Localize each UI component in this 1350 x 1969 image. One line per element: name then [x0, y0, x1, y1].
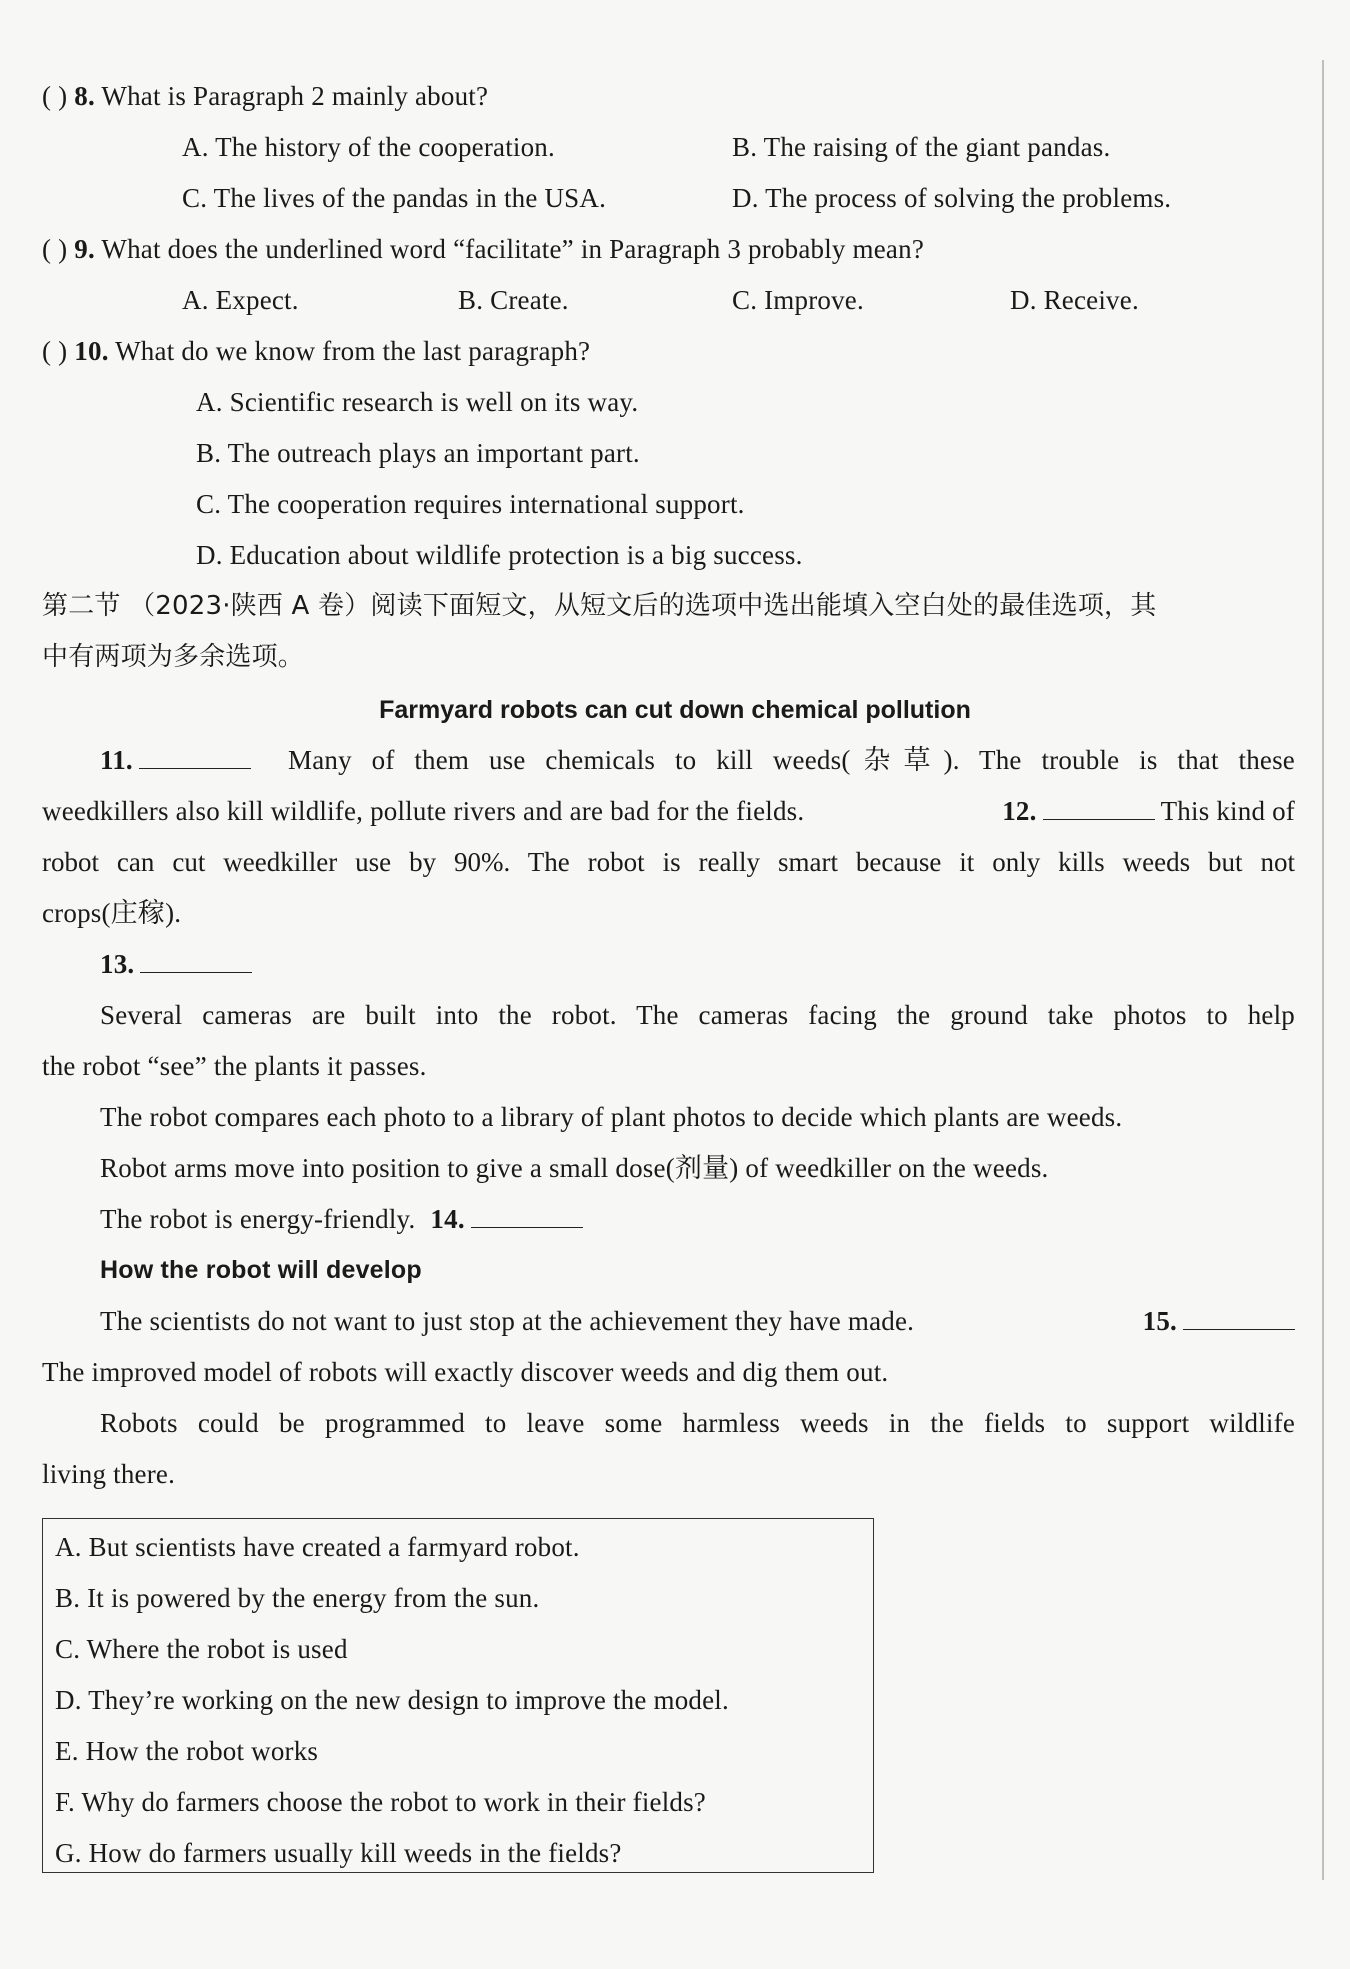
blank-15[interactable] — [1183, 1303, 1295, 1330]
paragraph-1-line-4: crops(庄稼). — [42, 898, 182, 928]
question-stem: What is Paragraph 2 mainly about? — [101, 81, 489, 111]
paragraph-text: weedkillers also kill wildlife, pollute rivers and are bad for the fields. — [42, 796, 805, 826]
paragraph-1-line-1: Many of them use chemicals to kill weeds(杂草). The trouble is that these — [288, 745, 1295, 775]
blank-number: 12. — [1002, 796, 1037, 826]
q10-option-b: B. The outreach plays an important part. — [196, 438, 640, 468]
blank-number: 11. — [100, 745, 133, 775]
option-g: G. How do farmers usually kill weeds in the fields? — [55, 1838, 622, 1868]
blank-number: 15. — [1142, 1306, 1177, 1336]
q8-option-a: A. The history of the cooperation. — [182, 132, 555, 162]
paragraph-6-line-2: The improved model of robots will exactly discover weeds and dig them out. — [42, 1357, 889, 1387]
q10-option-d: D. Education about wildlife protection is a big success. — [196, 540, 803, 570]
q10-option-a: A. Scientific research is well on its way. — [196, 387, 639, 417]
answer-bracket[interactable]: ( ) — [42, 336, 68, 366]
passage-title: Farmyard robots can cut down chemical pollution — [379, 696, 971, 724]
q9-option-b: B. Create. — [458, 285, 569, 315]
option-e: E. How the robot works — [55, 1736, 319, 1766]
paragraph-1-line-3: robot can cut weedkiller use by 90%. The robot is really smart because it only kills weeds but not — [42, 847, 1295, 877]
paragraph-text: The robot is energy-friendly. — [100, 1204, 416, 1234]
option-b: B. It is powered by the energy from the sun. — [55, 1583, 540, 1613]
question-number: 10. — [74, 336, 109, 366]
answer-bracket[interactable]: ( ) — [42, 234, 68, 264]
blank-14[interactable] — [471, 1201, 583, 1228]
blank-11-line — [100, 740, 257, 780]
margin-rule — [1322, 60, 1324, 1880]
blank-12[interactable] — [1043, 793, 1155, 820]
blank-13-line — [100, 944, 258, 984]
paragraph-text: The scientists do not want to just stop at the achievement they have made. — [100, 1306, 915, 1336]
q9-option-a: A. Expect. — [182, 285, 299, 315]
q8-option-b: B. The raising of the giant pandas. — [732, 132, 1111, 162]
paragraph-2-line-2: the robot “see” the plants it passes. — [42, 1051, 427, 1081]
paragraph-3: The robot compares each photo to a library of plant photos to decide which plants are weeds. — [100, 1102, 1123, 1132]
q9-option-c: C. Improve. — [732, 285, 864, 315]
paragraph-5 — [100, 1199, 589, 1239]
question-number: 9. — [74, 234, 95, 264]
option-d: D. They’re working on the new design to improve the model. — [55, 1685, 729, 1715]
paragraph-7-line-2: living there. — [42, 1459, 176, 1489]
paragraph-4: Robot arms move into position to give a small dose(剂量) of weedkiller on the weeds. — [100, 1153, 1049, 1183]
option-c: C. Where the robot is used — [55, 1634, 348, 1664]
option-f: F. Why do farmers choose the robot to work in their fields? — [55, 1787, 706, 1817]
q8-option-d: D. The process of solving the problems. — [732, 183, 1172, 213]
section-instructions-line-1: 第二节 （2023·陕西 A 卷）阅读下面短文，从短文后的选项中选出能填入空白处的最佳选项，其 — [42, 591, 1157, 621]
section-instructions-line-2: 中有两项为多余选项。 — [42, 642, 305, 672]
question-stem: What do we know from the last paragraph? — [115, 336, 591, 366]
option-a: A. But scientists have created a farmyard robot. — [55, 1532, 580, 1562]
question-stem: What does the underlined word “facilitate” in Paragraph 3 probably mean? — [101, 234, 925, 264]
paragraph-7-line-1: Robots could be programmed to leave some harmless weeds in the fields to support wildlife — [100, 1408, 1295, 1438]
question-9 — [42, 229, 924, 269]
paragraph-2-line-1: Several cameras are built into the robot. The cameras facing the ground take photos to help — [100, 1000, 1295, 1030]
answer-bracket[interactable]: ( ) — [42, 81, 68, 111]
blank-11[interactable] — [139, 742, 251, 769]
blank-13[interactable] — [140, 946, 252, 973]
options-box — [42, 1518, 874, 1873]
q9-option-d: D. Receive. — [1010, 285, 1139, 315]
q10-option-c: C. The cooperation requires international support. — [196, 489, 745, 519]
q8-option-c: C. The lives of the pandas in the USA. — [182, 183, 607, 213]
paragraph-1-line-2 — [42, 791, 1295, 831]
question-8 — [42, 76, 488, 116]
blank-number: 13. — [100, 949, 135, 979]
question-10 — [42, 331, 590, 371]
question-number: 8. — [74, 81, 95, 111]
section-subheading: How the robot will develop — [100, 1256, 422, 1284]
blank-number: 14. — [430, 1204, 465, 1234]
paragraph-text: This kind of — [1160, 796, 1295, 826]
paragraph-6-line-1 — [100, 1301, 1295, 1341]
